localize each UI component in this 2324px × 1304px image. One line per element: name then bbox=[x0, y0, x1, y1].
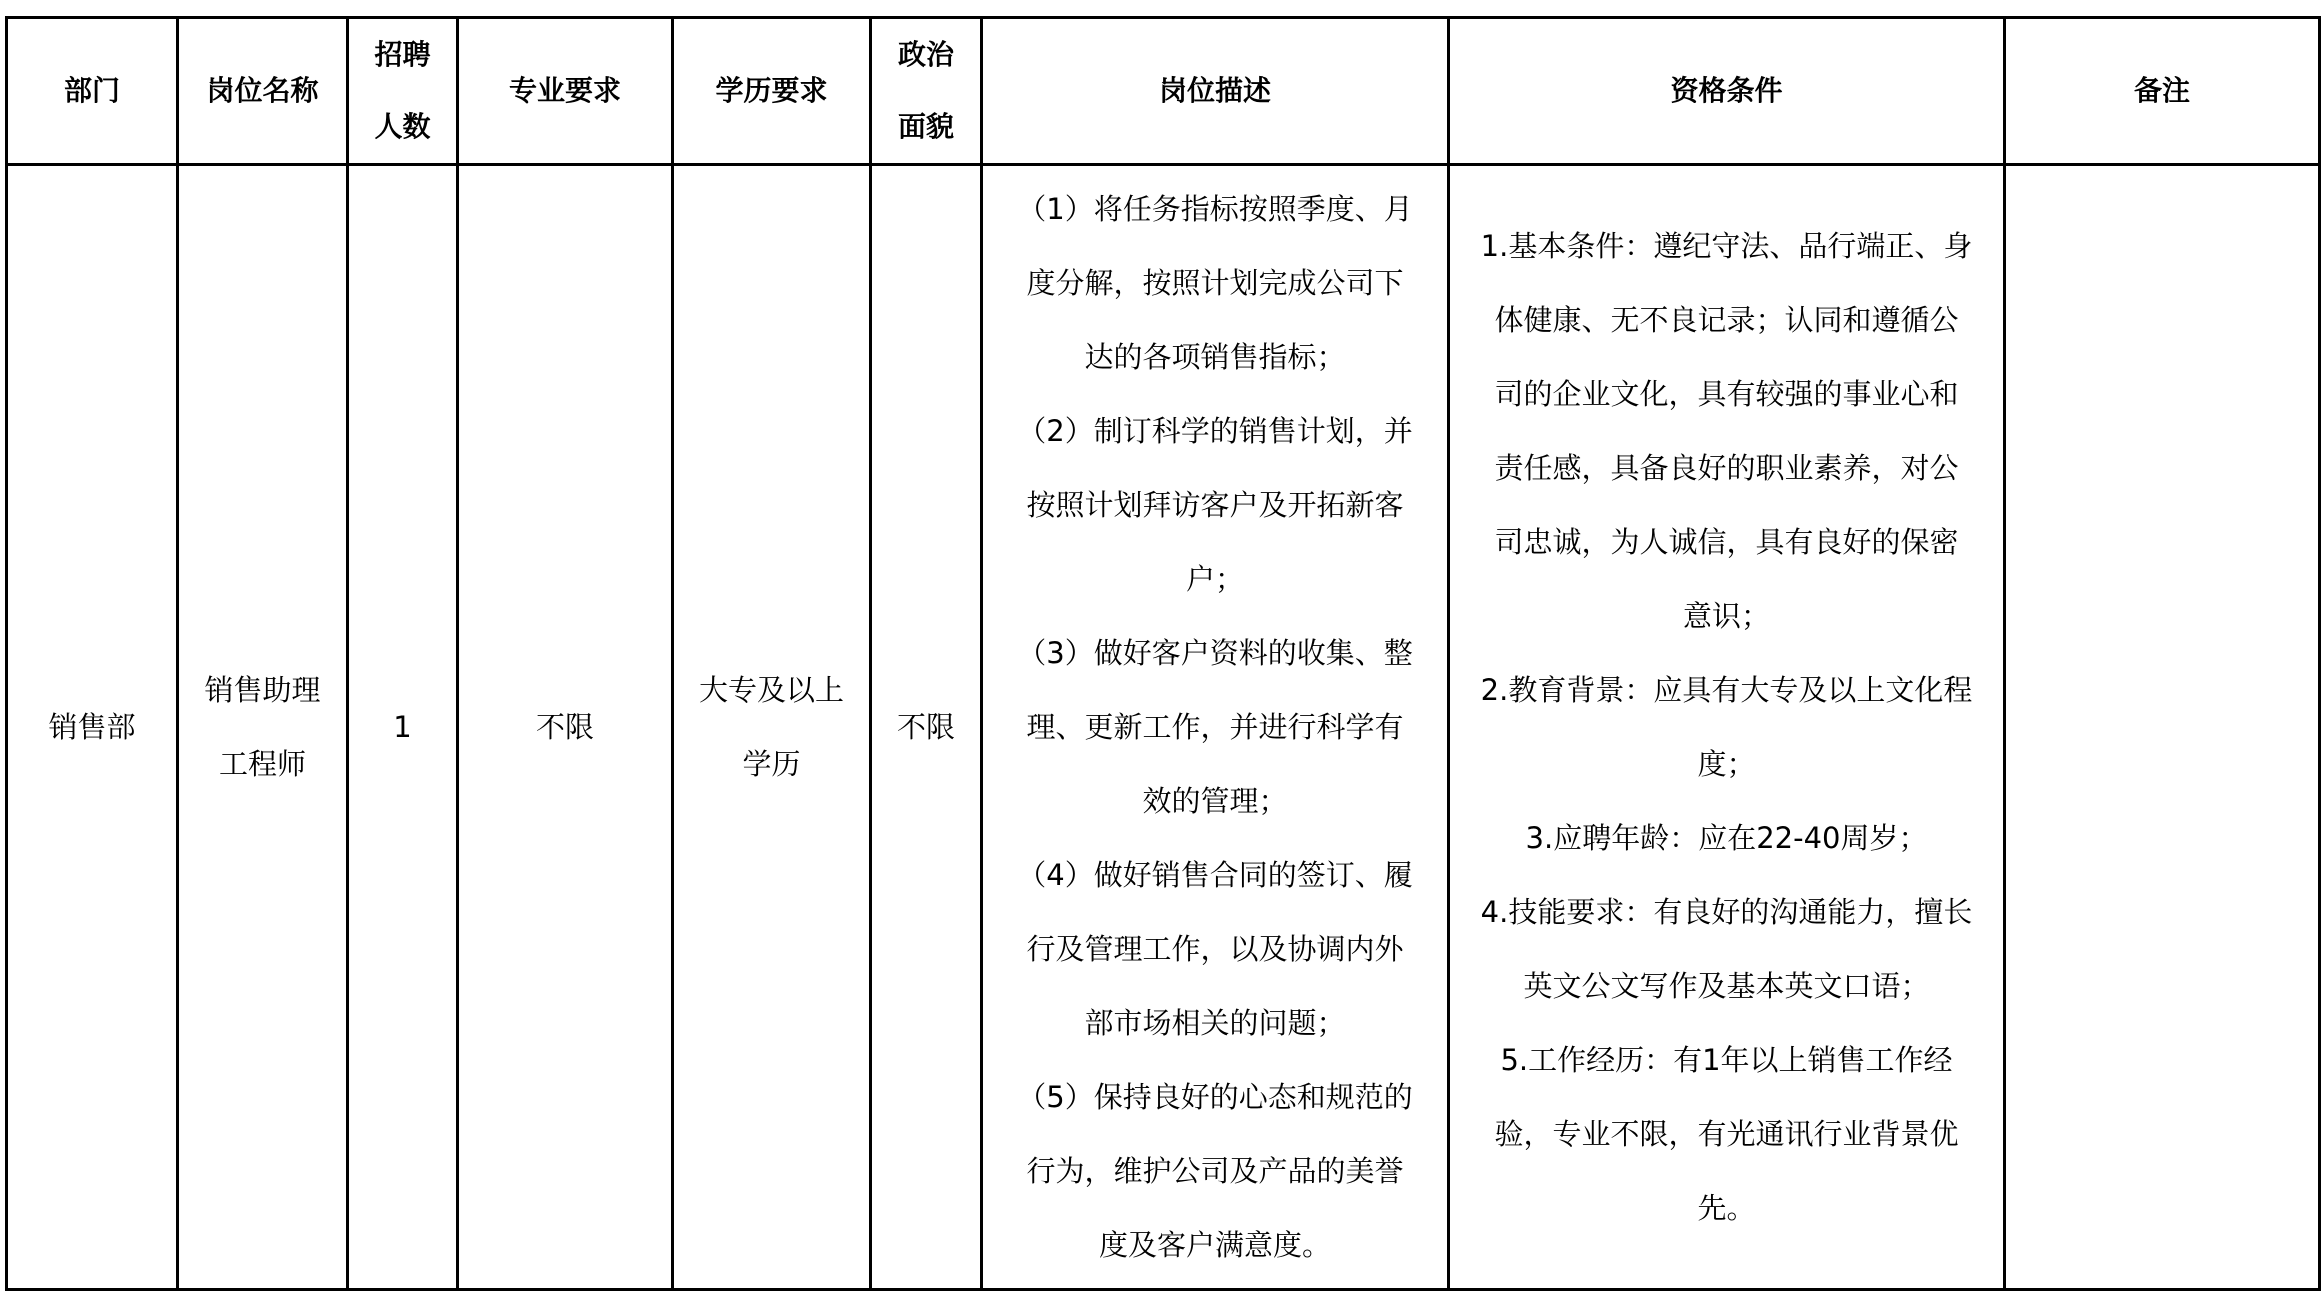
cell-department: 销售部 bbox=[7, 165, 178, 1290]
header-political: 政治 面貌 bbox=[871, 18, 982, 165]
qualification-line: 司的企业文化，具有较强的事业心和 bbox=[1494, 377, 1959, 411]
description-line: 度及客户满意度。 bbox=[1098, 1228, 1331, 1262]
header-remarks: 备注 bbox=[2005, 18, 2320, 165]
header-position: 岗位名称 bbox=[178, 18, 348, 165]
header-description: 岗位描述 bbox=[982, 18, 1449, 165]
description-line: 效的管理； bbox=[1142, 784, 1288, 818]
description-line: 部市场相关的问题； bbox=[1084, 1006, 1346, 1040]
qualification-line: 度； bbox=[1697, 747, 1756, 781]
cell-qualifications bbox=[1449, 165, 2005, 1290]
table-row bbox=[7, 165, 2320, 1290]
cell-description bbox=[982, 165, 1449, 1290]
description-line: 按照计划拜访客户及开拓新客 bbox=[1026, 488, 1404, 522]
description-line: （2）制订科学的销售计划，并 bbox=[1017, 414, 1413, 448]
qualification-line: 验，专业不限，有光通讯行业背景优 bbox=[1494, 1117, 1959, 1151]
header-education: 学历要求 bbox=[673, 18, 871, 165]
header-major: 专业要求 bbox=[458, 18, 673, 165]
qualification-line: 责任感，具备良好的职业素养，对公 bbox=[1494, 451, 1959, 485]
qualification-line: 司忠诚，为人诚信，具有良好的保密 bbox=[1494, 525, 1959, 559]
description-line: （4）做好销售合同的签订、履 bbox=[1017, 858, 1413, 892]
description-line: 户； bbox=[1185, 562, 1244, 596]
description-line: 行及管理工作，以及协调内外 bbox=[1026, 932, 1404, 966]
description-line: 度分解，按照计划完成公司下 bbox=[1026, 266, 1404, 300]
qualification-line: 2.教育背景：应具有大专及以上文化程 bbox=[1480, 673, 1973, 707]
qualification-line: 4.技能要求：有良好的沟通能力，擅长 bbox=[1480, 895, 1973, 929]
qualification-line: 意识； bbox=[1682, 599, 1770, 633]
description-line: 理、更新工作，并进行科学有 bbox=[1026, 710, 1404, 744]
cell-remarks bbox=[2005, 165, 2320, 1290]
qualification-line: 先。 bbox=[1697, 1191, 1756, 1225]
job-posting-table bbox=[5, 16, 2321, 1291]
description-line: 达的各项销售指标； bbox=[1084, 340, 1346, 374]
cell-political: 不限 bbox=[871, 165, 982, 1290]
description-line: 行为，维护公司及产品的美誉 bbox=[1026, 1154, 1404, 1188]
cell-education: 大专及以上 学历 bbox=[673, 165, 871, 1290]
description-line: （1）将任务指标按照季度、月 bbox=[1017, 192, 1413, 226]
cell-headcount: 1 bbox=[348, 165, 458, 1290]
header-headcount: 招聘 人数 bbox=[348, 18, 458, 165]
qualification-line: 体健康、无不良记录；认同和遵循公 bbox=[1494, 303, 1959, 337]
header-department: 部门 bbox=[7, 18, 178, 165]
description-line: （5）保持良好的心态和规范的 bbox=[1017, 1080, 1413, 1114]
qualification-line: 3.应聘年龄：应在22-40周岁； bbox=[1525, 821, 1928, 855]
header-row bbox=[7, 18, 2320, 165]
cell-major: 不限 bbox=[458, 165, 673, 1290]
header-qualifications: 资格条件 bbox=[1449, 18, 2005, 165]
qualification-line: 1.基本条件：遵纪守法、品行端正、身 bbox=[1480, 229, 1973, 263]
description-line: （3）做好客户资料的收集、整 bbox=[1017, 636, 1413, 670]
qualification-line: 英文公文写作及基本英文口语； bbox=[1523, 969, 1930, 1003]
qualification-line: 5.工作经历：有1年以上销售工作经 bbox=[1500, 1043, 1953, 1077]
cell-position: 销售助理 工程师 bbox=[178, 165, 348, 1290]
